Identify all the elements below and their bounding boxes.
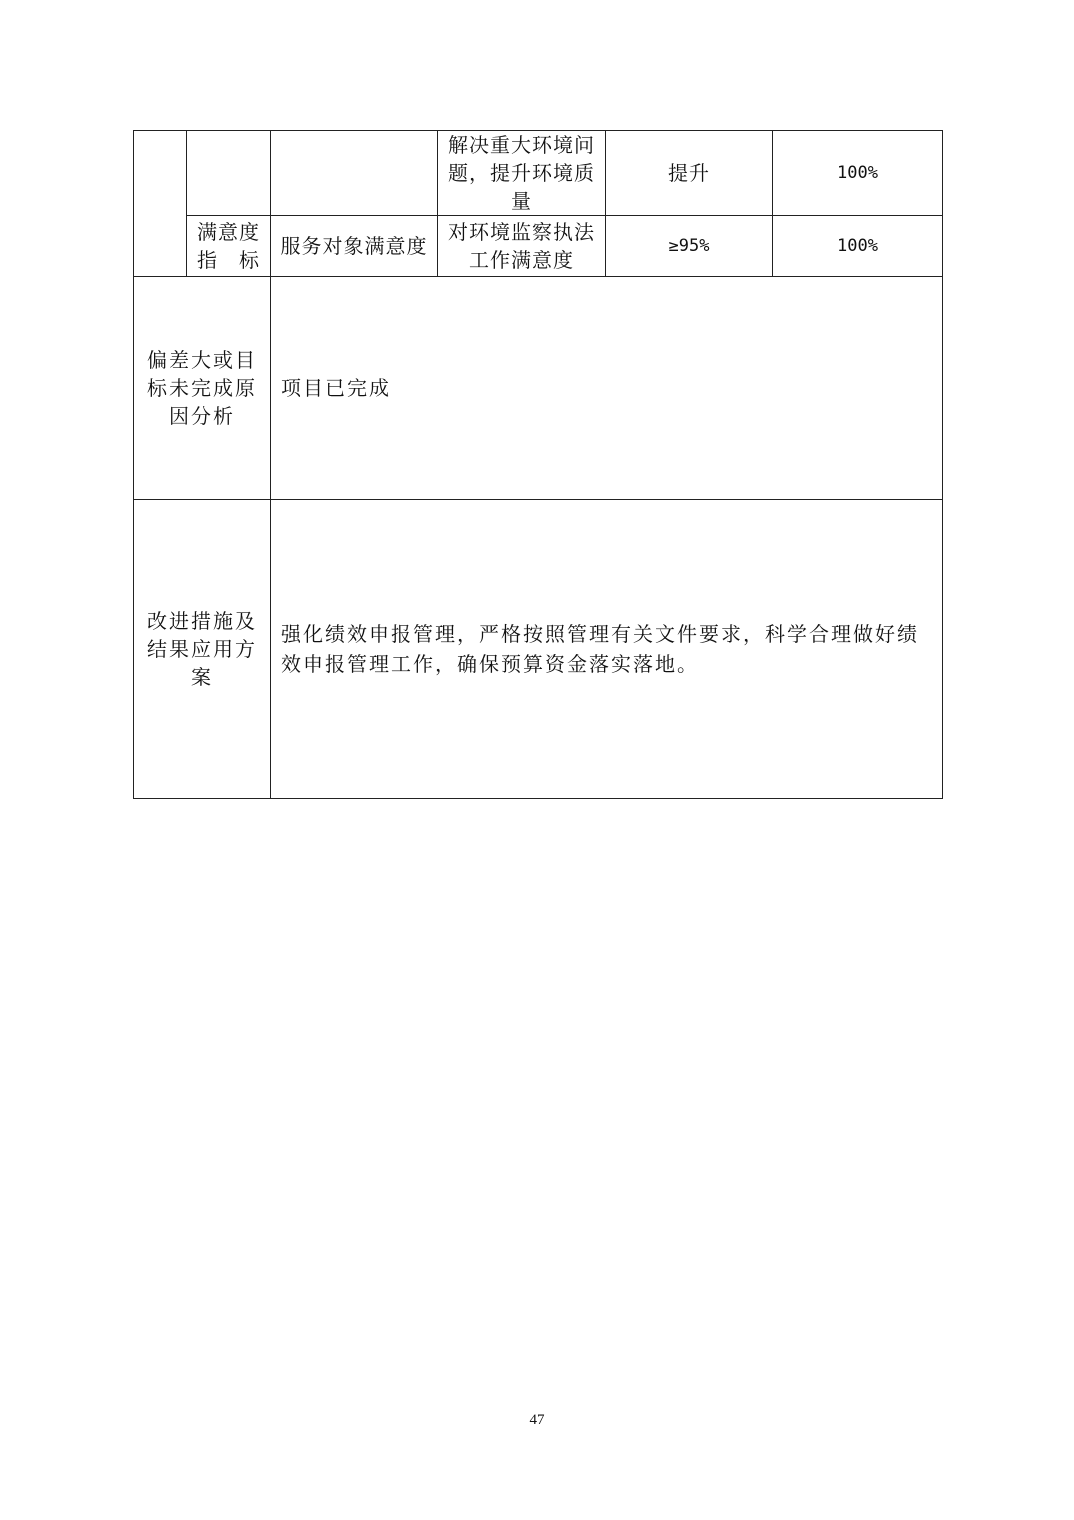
table-row bbox=[134, 500, 943, 799]
target-cell bbox=[438, 131, 606, 216]
target-text: 解决重大环境问题，提升环境质量 bbox=[448, 133, 595, 213]
category-text: 满意度指 标 bbox=[197, 220, 260, 272]
improvement-label: 改进措施及结果应用方案 bbox=[147, 609, 257, 689]
target-text: 对环境监察执法工作满意度 bbox=[448, 220, 595, 272]
category-cell bbox=[187, 216, 271, 277]
indicator-text: 服务对象满意度 bbox=[280, 234, 428, 258]
deviation-label: 偏差大或目标未完成原因分析 bbox=[147, 348, 257, 428]
planned-cell: ≥95% bbox=[606, 216, 773, 277]
performance-table bbox=[133, 130, 943, 799]
improvement-label-cell bbox=[134, 500, 271, 799]
actual-cell: 100% bbox=[773, 216, 943, 277]
target-cell bbox=[438, 216, 606, 277]
indicator-cell bbox=[271, 216, 438, 277]
deviation-content-cell: 项目已完成 bbox=[271, 277, 943, 500]
deviation-label-cell bbox=[134, 277, 271, 500]
empty-cell bbox=[271, 131, 438, 216]
table-row bbox=[134, 277, 943, 500]
actual-cell: 100% bbox=[773, 131, 943, 216]
empty-cell bbox=[187, 131, 271, 216]
table-row bbox=[134, 131, 943, 216]
planned-cell: 提升 bbox=[606, 131, 773, 216]
empty-cell bbox=[134, 131, 187, 277]
improvement-content-cell: 强化绩效申报管理，严格按照管理有关文件要求，科学合理做好绩效申报管理工作，确保预算资金落实落地。 bbox=[271, 500, 943, 799]
table-row bbox=[134, 216, 943, 277]
page-number: 47 bbox=[529, 1412, 545, 1428]
